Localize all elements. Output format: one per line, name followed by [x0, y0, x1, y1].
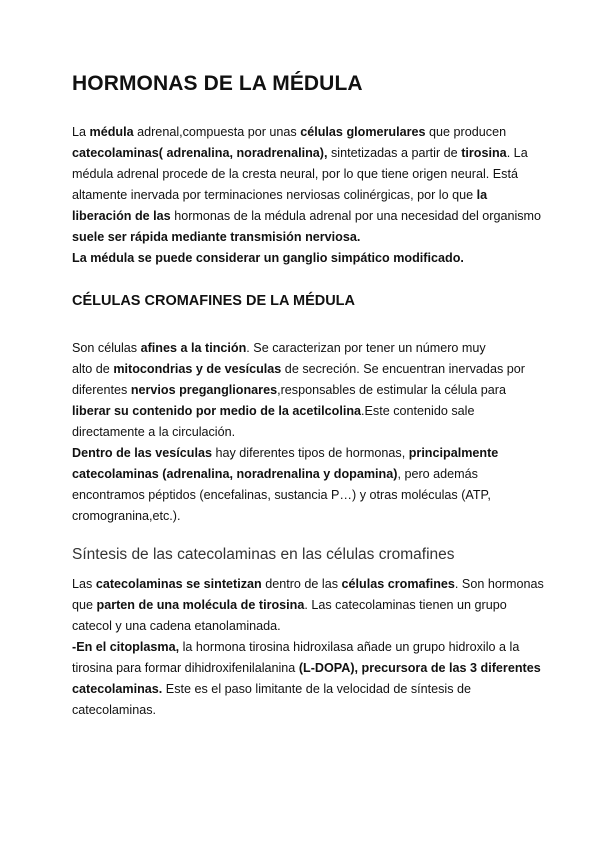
text-line: [72, 401, 528, 422]
text-line: [72, 485, 528, 506]
bold-text: nervios preganglionares: [130, 383, 278, 397]
bold-text: -En el citoplasma,: [72, 640, 180, 654]
text-run: catecolaminas.: [72, 703, 156, 717]
text-run: La: [72, 125, 90, 139]
bold-text: parten de una molécula de tirosina: [96, 598, 305, 612]
bold-text: células glomerulares: [300, 125, 426, 139]
bold-text: tirosina: [461, 146, 507, 160]
bold-text: principalmente: [408, 446, 499, 460]
paragraph-medula-intro: [72, 122, 542, 269]
text-run: de secreción. Se encuentran inervadas por: [281, 362, 525, 376]
text-line: [72, 122, 528, 143]
text-run: Este es el paso limitante de la velocidad de síntesis de: [162, 682, 472, 696]
text-run: ,responsables de estimular la célula para: [277, 383, 507, 397]
text-line: [72, 143, 528, 164]
text-run: , pero además: [397, 467, 478, 481]
text-line: [72, 679, 528, 700]
text-line: [72, 443, 528, 464]
text-line: [72, 658, 541, 679]
bold-text: Dentro de las vesículas: [72, 446, 212, 460]
bold-text: mitocondrias y de vesículas: [113, 362, 282, 376]
text-line: [72, 506, 528, 527]
text-line: [72, 359, 528, 380]
bold-text: células cromafines: [341, 577, 455, 591]
text-run: hay diferentes tipos de hormonas,: [212, 446, 409, 460]
text-line: [72, 637, 528, 658]
text-run: Son células: [72, 341, 141, 355]
text-line: [72, 422, 528, 443]
text-line: [72, 227, 528, 248]
text-run: catecol y una cadena etanolaminada.: [72, 619, 281, 633]
page-title: HORMONAS DE LA MÉDULA: [72, 72, 363, 95]
text-line: [72, 700, 528, 721]
text-run: adrenal,compuesta por unas: [133, 125, 301, 139]
text-run: Las: [72, 577, 96, 591]
text-run: que: [72, 598, 97, 612]
text-line: [72, 206, 542, 227]
bold-text: (L-DOPA), precursora de las 3 diferentes: [298, 661, 541, 675]
text-line: [72, 164, 528, 185]
text-run: . Se caracterizan por tener un número muy: [246, 341, 486, 355]
text-line: [72, 185, 528, 206]
text-run: la hormona tirosina hidroxilasa añade un grupo hidroxilo a la: [179, 640, 520, 654]
text-line: [72, 574, 544, 595]
text-run: altamente inervada por terminaciones nerviosas colinérgicas, por lo que: [72, 188, 477, 202]
text-run: dentro de las: [261, 577, 342, 591]
text-run: . Son hormonas: [454, 577, 544, 591]
bold-text: liberación de las: [72, 209, 171, 223]
text-line: [72, 464, 528, 485]
text-run: hormonas de la médula adrenal por una necesidad del organismo: [170, 209, 542, 223]
text-run: . La: [506, 146, 528, 160]
section-heading-sintesis: Síntesis de las catecolaminas en las células cromafines: [72, 546, 455, 563]
bold-text: suele ser rápida mediante transmisión nerviosa.: [72, 230, 361, 244]
bold-text: liberar su contenido por medio de la acetilcolina: [72, 404, 362, 418]
text-run: sintetizadas a partir de: [327, 146, 462, 160]
bold-text: La médula se puede considerar un ganglio simpático modificado.: [72, 251, 464, 265]
text-run: .Este contenido sale: [361, 404, 475, 418]
text-run: directamente a la circulación.: [72, 425, 236, 439]
bold-text: catecolaminas( adrenalina, noradrenalina),: [72, 146, 328, 160]
text-run: tirosina para formar dihidroxifenilalanina: [72, 661, 299, 675]
text-run: . Las catecolaminas tienen un grupo: [304, 598, 507, 612]
text-run: que producen: [425, 125, 507, 139]
paragraph-sintesis: [72, 574, 544, 721]
text-line: [72, 616, 528, 637]
text-run: alto de: [72, 362, 114, 376]
bold-text: la: [476, 188, 488, 202]
section-heading-celulas-cromafines: CÉLULAS CROMAFINES DE LA MÉDULA: [72, 293, 356, 309]
text-line: [72, 380, 528, 401]
text-line: [72, 338, 528, 359]
text-line: [72, 248, 528, 269]
paragraph-celulas-cromafines: [72, 338, 528, 527]
text-run: encontramos péptidos (encefalinas, sustancia P…) y otras moléculas (ATP,: [72, 488, 491, 502]
bold-text: catecolaminas.: [72, 682, 163, 696]
text-line: [72, 595, 528, 616]
text-run: diferentes: [72, 383, 131, 397]
bold-text: afines a la tinción: [140, 341, 247, 355]
text-run: cromogranina,etc.).: [72, 509, 181, 523]
bold-text: catecolaminas (adrenalina, noradrenalina y dopamina): [72, 467, 398, 481]
text-run: médula adrenal procede de la cresta neural, por lo que tiene origen neural. Está: [72, 167, 518, 181]
bold-text: médula: [89, 125, 134, 139]
bold-text: catecolaminas se sintetizan: [95, 577, 262, 591]
